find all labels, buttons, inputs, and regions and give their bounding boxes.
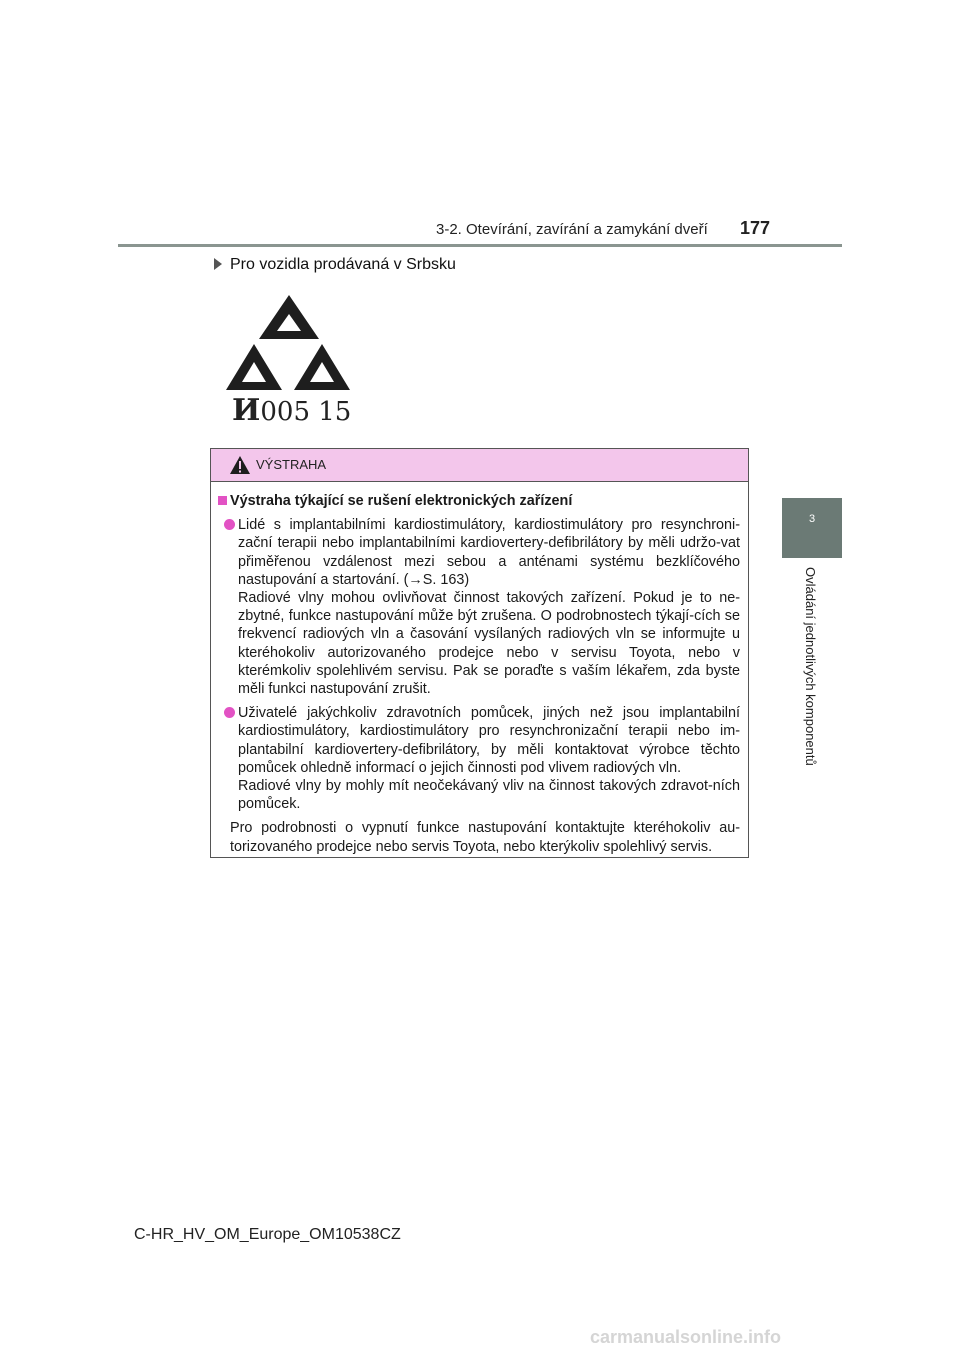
warning-triangle-icon [229,455,251,475]
side-tab-label: Ovládání jednotlivých komponentů [803,567,818,766]
square-bullet-icon [218,496,227,505]
warning-bullet-2 [218,704,740,813]
warning-bullet-2-p1: Uživatelé jakýchkoliv zdravotních pomůcek, jiných než jsou implantabilní kardiostimulátory, kardiostimulátory pro resynchronizační terapii nebo im-plantabilní kardiovertery-defibrilátory, by měli kontaktovat výrobce těchto pomůcek ohledně informací o jejich činnosti pod vlivem radiových vln. [238,705,740,776]
warning-subheading-text: Výstraha týkající se rušení elektronických zařízení [230,493,573,509]
warning-bullet-1-p2: Radiové vlny mohou ovlivňovat činnost takových zařízení. Pokud je to ne-zbytné, funkce nastupování může být zrušena. O podrobnostech týkají-cích se frekvencí radiových vln a časování vysílaných radiových vln se informujte u kteréhokoliv autorizovaného prodejce nebo v servisu Toyota, nebo v kterémkoliv spolehlivém servisu. Pak se poraďte s vaším lékařem, zda byste měli funkci nastupování zrušit. [238,590,740,698]
side-tab-number: 3 [808,513,816,525]
warning-closing: Pro podrobnosti o vypnutí funkce nastupování kontaktujte kteréhokoliv au-torizovaného prodejce nebo servis Toyota, nebo kterýkoliv spolehlivý servis. [230,820,740,855]
warning-subheading [218,492,740,510]
footer-watermark: carmanualsonline.info [590,1327,782,1347]
warning-bullet-1-p1: Lidé s implantabilními kardiostimulátory, kardiostimulátory pro resynchroni-zační terapii nebo implantabilními kardiovertery-defibrilátory by měli udržo-vat přiměřenou vzdálenost mezi sebou a anténami systému bezklíčového nastupování a startování. (→S. 163) [238,517,740,588]
section-line [214,256,456,274]
warning-header [211,449,748,482]
warning-title: VÝSTRAHA [256,457,327,472]
warning-body [211,482,748,856]
footer-doc-id: C-HR_HV_OM_Europe_OM10538CZ [134,1226,401,1243]
triangle-top-icon [259,295,319,339]
certification-code-number: 005 15 [260,397,352,427]
round-bullet-icon [224,707,235,718]
header-rule [118,244,842,247]
certification-code [232,393,351,428]
triangle-left-icon [226,344,282,390]
triangle-right-icon [294,344,350,390]
round-bullet-icon [224,519,235,530]
section-label: Pro vozidla prodávaná v Srbsku [230,256,456,273]
certification-code-letter: И [232,393,261,428]
warning-bullet-1 [218,516,740,698]
header-title: 3-2. Otevírání, zavírání a zamykání dveří [436,221,708,238]
warning-box [210,448,749,858]
page-number: 177 [740,218,771,238]
side-tab [782,498,842,558]
warning-bullet-2-p2: Radiové vlny by mohly mít neočekávaný vliv na činnost takových zdravot-ních pomůcek. [238,778,740,813]
arrow-right-icon [214,258,222,270]
